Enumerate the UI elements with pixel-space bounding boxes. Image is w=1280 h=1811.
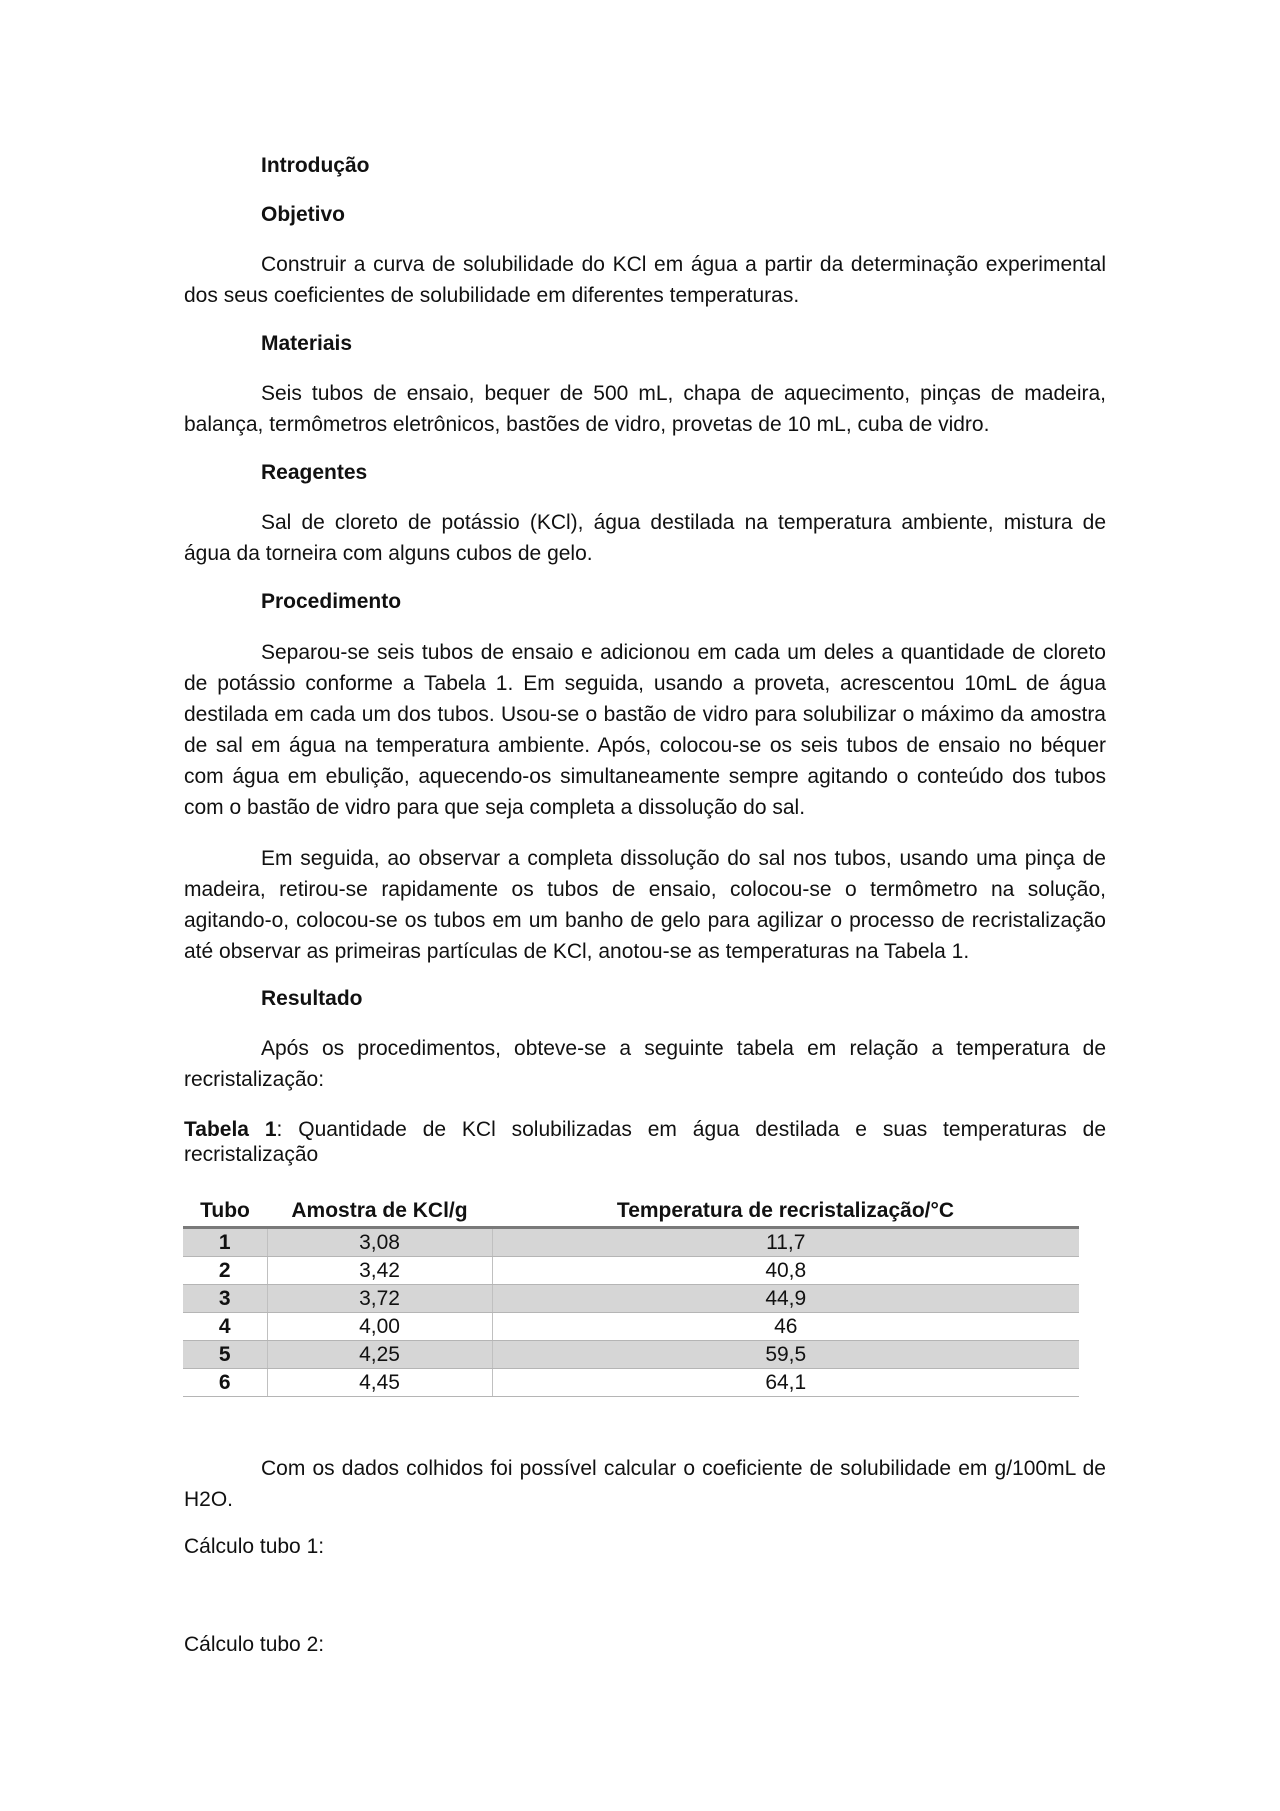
cell-tubo: 4 bbox=[183, 1313, 267, 1341]
cell-amostra: 4,25 bbox=[267, 1341, 492, 1369]
calculo-tubo-1: Cálculo tubo 1: bbox=[184, 1535, 325, 1558]
cell-amostra: 3,08 bbox=[267, 1228, 492, 1257]
table-caption-text: : Quantidade de KCl solubilizadas em água destilada e suas temperaturas de recristalização bbox=[184, 1118, 1107, 1166]
paragraph-resultado-text: Após os procedimentos, obteve-se a seguinte tabela em relação a temperatura de recristalização: bbox=[184, 1037, 1106, 1091]
table-row bbox=[183, 1313, 1079, 1341]
heading-reagentes: Reagentes bbox=[261, 461, 368, 484]
cell-temperatura: 46 bbox=[492, 1313, 1079, 1341]
paragraph-resultado bbox=[184, 1033, 1106, 1095]
table-row bbox=[183, 1341, 1079, 1369]
calculo-tubo-2: Cálculo tubo 2: bbox=[184, 1633, 325, 1656]
paragraph-calculo-intro-text: Com os dados colhidos foi possível calcular o coeficiente de solubilidade em g/100mL de H2O. bbox=[184, 1457, 1106, 1511]
paragraph-procedimento-2 bbox=[184, 843, 1106, 967]
heading-introducao: Introdução bbox=[261, 154, 370, 177]
cell-amostra: 3,42 bbox=[267, 1257, 492, 1285]
table-row bbox=[183, 1257, 1079, 1285]
cell-amostra: 4,45 bbox=[267, 1369, 492, 1397]
cell-tubo: 3 bbox=[183, 1285, 267, 1313]
cell-amostra: 4,00 bbox=[267, 1313, 492, 1341]
data-table bbox=[183, 1196, 1079, 1397]
cell-tubo: 2 bbox=[183, 1257, 267, 1285]
paragraph-reagentes bbox=[184, 507, 1106, 569]
header-amostra: Amostra de KCl/g bbox=[267, 1196, 492, 1228]
heading-resultado: Resultado bbox=[261, 987, 363, 1010]
paragraph-materiais bbox=[184, 378, 1106, 440]
paragraph-procedimento-2-text: Em seguida, ao observar a completa dissolução do sal nos tubos, usando uma pinça de madeira, retirou-se rapidamente os tubos de ensaio, colocou-se o termômetro na solução, agitando-o, colocou-se os tubos em um banho de gelo para agilizar o processo de recristalização até observar as primeiras partículas de KCl, anotou-se as temperaturas na Tabela 1. bbox=[184, 847, 1106, 963]
cell-temperatura: 44,9 bbox=[492, 1285, 1079, 1313]
paragraph-materiais-text: Seis tubos de ensaio, bequer de 500 mL, chapa de aquecimento, pinças de madeira, balança, termômetros eletrônicos, bastões de vidro, provetas de 10 mL, cuba de vidro. bbox=[184, 382, 1106, 436]
cell-temperatura: 59,5 bbox=[492, 1341, 1079, 1369]
header-tubo: Tubo bbox=[183, 1196, 267, 1228]
table-row bbox=[183, 1369, 1079, 1397]
cell-tubo: 1 bbox=[183, 1228, 267, 1257]
cell-temperatura: 40,8 bbox=[492, 1257, 1079, 1285]
paragraph-procedimento-1-text: Separou-se seis tubos de ensaio e adicionou em cada um deles a quantidade de cloreto de potássio conforme a Tabela 1. Em seguida, usando a proveta, acrescentou 10mL de água destilada em cada um dos tubos. Usou-se o bastão de vidro para solubilizar o máximo da amostra de sal em água na temperatura ambiente. Após, colocou-se os seis tubos de ensaio no béquer com água em ebulição, aquecendo-os simultaneamente sempre agitando o conteúdo dos tubos com o bastão de vidro para que seja completa a dissolução do sal. bbox=[184, 641, 1106, 819]
paragraph-reagentes-text: Sal de cloreto de potássio (KCl), água destilada na temperatura ambiente, mistura de água da torneira com alguns cubos de gelo. bbox=[184, 511, 1106, 565]
table-header-row bbox=[183, 1196, 1079, 1228]
heading-materiais: Materiais bbox=[261, 332, 353, 355]
cell-amostra: 3,72 bbox=[267, 1285, 492, 1313]
table-row bbox=[183, 1285, 1079, 1313]
header-temperatura: Temperatura de recristalização/°C bbox=[492, 1196, 1079, 1228]
cell-tubo: 6 bbox=[183, 1369, 267, 1397]
cell-temperatura: 11,7 bbox=[492, 1228, 1079, 1257]
paragraph-calculo-intro bbox=[184, 1453, 1106, 1515]
cell-temperatura: 64,1 bbox=[492, 1369, 1079, 1397]
paragraph-objetivo bbox=[184, 249, 1106, 311]
table-caption-label: Tabela 1 bbox=[184, 1118, 277, 1141]
table-caption bbox=[184, 1117, 1106, 1167]
heading-procedimento: Procedimento bbox=[261, 590, 402, 613]
paragraph-procedimento-1 bbox=[184, 637, 1106, 823]
heading-objetivo: Objetivo bbox=[261, 203, 346, 226]
paragraph-objetivo-text: Construir a curva de solubilidade do KCl em água a partir da determinação experimental dos seus coeficientes de solubilidade em diferentes temperaturas. bbox=[184, 253, 1106, 307]
cell-tubo: 5 bbox=[183, 1341, 267, 1369]
table-row bbox=[183, 1228, 1079, 1257]
